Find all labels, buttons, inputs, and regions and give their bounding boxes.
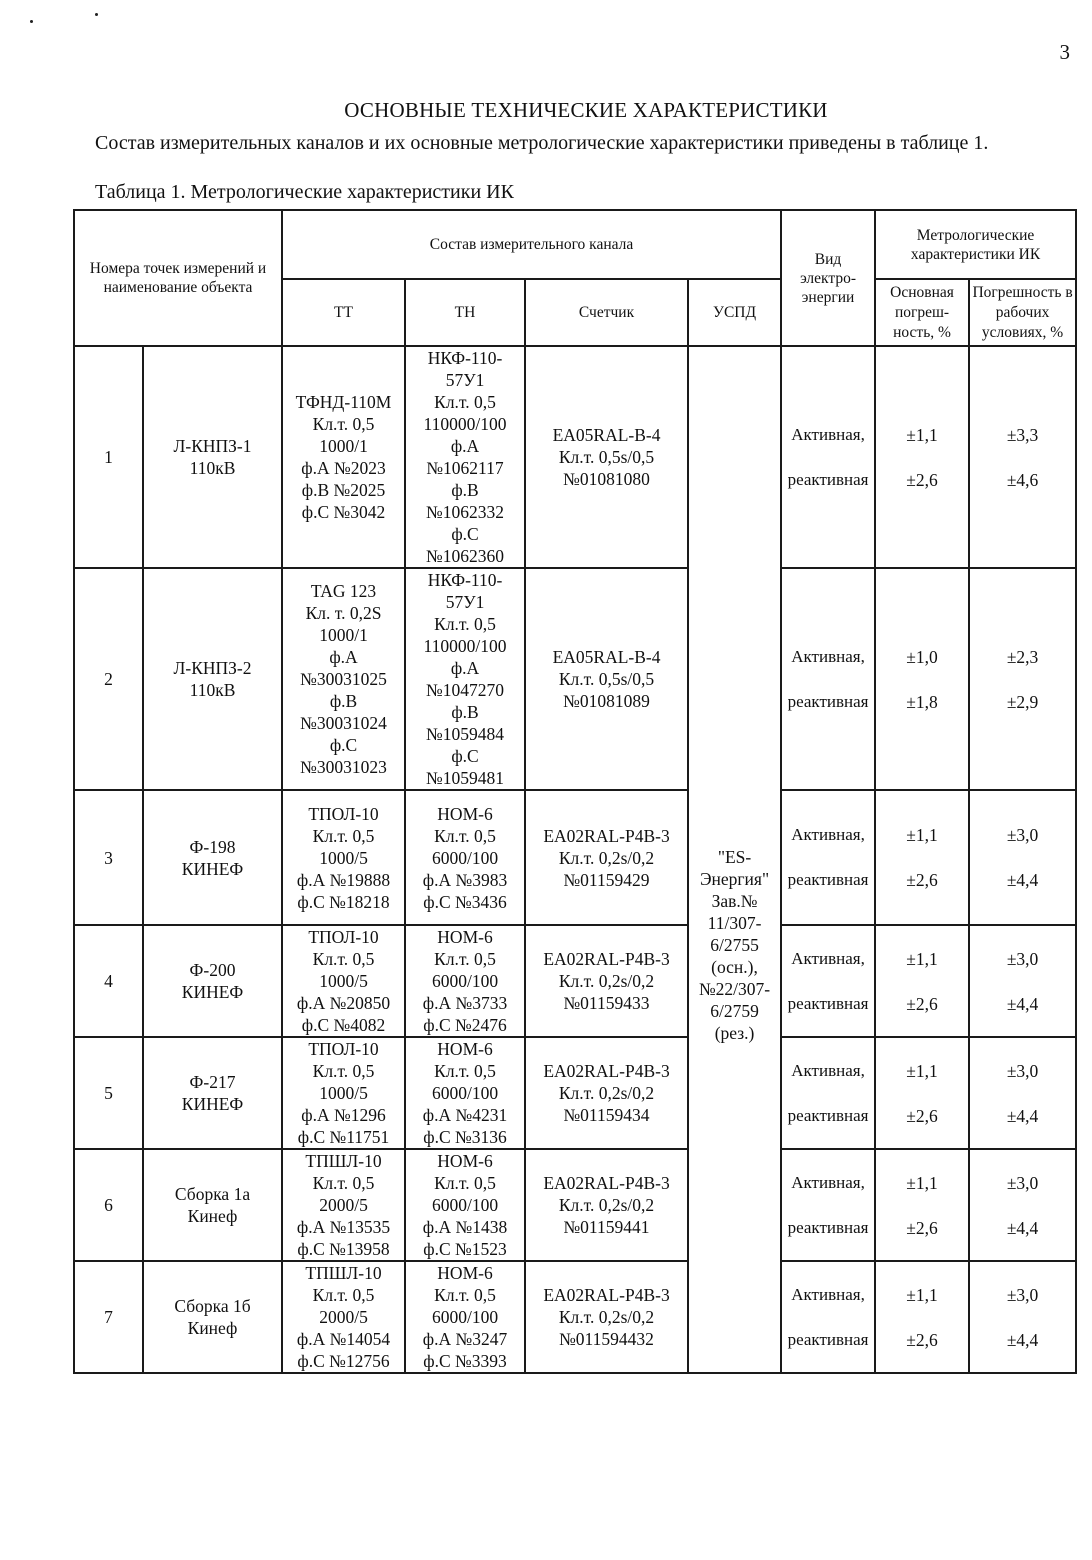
tn-cell-line: ф.С №3436: [423, 891, 507, 912]
tn-cell-line: ф.А №3247: [422, 1329, 508, 1349]
meter-cell-line: Кл.т. 0,2s/0,2: [558, 847, 655, 868]
meter-cell-line: Кл.т. 0,2s/0,2: [558, 971, 655, 991]
base-error-cell: [875, 568, 969, 790]
object-name: Л-КНПЗ-1 110кВ: [143, 346, 282, 568]
tn-cell-line: 6000/100: [431, 971, 499, 991]
energy-kind-cell: [781, 1037, 875, 1149]
tn-cell-line: №1059484: [426, 724, 504, 744]
meter-cell-line: Кл.т. 0,5s/0,5: [558, 447, 655, 467]
header-points: Номера точек измерений и наименование объекта: [74, 210, 282, 346]
tt-cell-line: 1000/5: [319, 971, 368, 991]
tn-cell-line: ф.С №3393: [423, 1351, 507, 1371]
tt-cell-line: 1000/5: [319, 847, 368, 868]
tt-cell: [282, 925, 405, 1037]
tt-cell-line: ф.А №2023: [301, 458, 386, 478]
row-number: 4: [74, 925, 143, 1037]
tt-cell-line: 1000/1: [319, 625, 368, 645]
tt-cell-line: Кл.т. 0,5: [312, 949, 375, 969]
tt-cell-line: Кл.т. 0,5: [312, 1285, 375, 1305]
header-energy-kind: Вид электро-энергии: [781, 210, 875, 346]
tn-cell-line: №1062117: [426, 458, 504, 478]
tt-cell-line: №30031024: [300, 713, 387, 733]
object-name: Ф-200 КИНЕФ: [143, 925, 282, 1037]
tn-cell-line: №1062332: [426, 502, 504, 522]
base-error-cell: [875, 346, 969, 568]
work-error-cell-pair: [971, 1172, 1074, 1239]
tt-cell-line: ф.А №14054: [296, 1329, 391, 1349]
energy-kind-cell: [781, 1261, 875, 1373]
uspd-line: №22/307-: [698, 978, 771, 999]
tn-cell-line: №1059481: [426, 768, 504, 788]
energy-kind-cell-pair: [783, 1060, 873, 1127]
uspd-cell: [688, 346, 781, 1373]
base-error-cell: [875, 790, 969, 925]
work-error-cell-reactive: ±4,4: [1006, 1105, 1039, 1126]
header-metro: Метрологические характеристики ИК: [875, 210, 1076, 279]
table-row: [74, 346, 1076, 568]
meter-cell: [525, 346, 688, 568]
base-error-cell-pair: [877, 1060, 967, 1127]
tn-cell-line: ф.В: [451, 702, 479, 722]
tt-cell-line: Кл.т. 0,5: [312, 825, 375, 846]
base-error-cell-active: ±1,1: [906, 1060, 938, 1081]
uspd-line: 6/2755: [710, 934, 759, 955]
meter-cell-line: EA02RAL-P4B-3: [543, 949, 670, 969]
energy-kind-cell-pair: [783, 424, 873, 491]
meter-cell-line: EA05RAL-B-4: [552, 647, 661, 667]
meter-cell-line: Кл.т. 0,2s/0,2: [558, 1307, 655, 1327]
energy-kind-cell: [781, 790, 875, 925]
energy-kind-cell-pair: [783, 1284, 873, 1351]
tt-cell-line: ф.С №13958: [297, 1239, 390, 1259]
meter-cell: [525, 568, 688, 790]
base-error-cell-active: ±1,1: [906, 948, 938, 969]
base-error-cell: [875, 925, 969, 1037]
page-number: 3: [1059, 40, 1070, 64]
base-error-cell-pair: [877, 824, 967, 891]
work-error-cell: [969, 1261, 1076, 1373]
tn-cell-line: 110000/100: [423, 636, 507, 656]
tn-cell-line: 57У1: [445, 370, 485, 390]
object-name: Л-КНПЗ-2 110кВ: [143, 568, 282, 790]
energy-kind-cell-active: Активная,: [791, 1060, 865, 1080]
meter-cell-line: Кл.т. 0,5s/0,5: [558, 669, 655, 689]
meter-cell-line: №01159441: [563, 1217, 650, 1237]
tn-cell-line: №1047270: [426, 680, 504, 700]
work-error-cell: [969, 925, 1076, 1037]
tn-cell-line: ф.А №3733: [422, 993, 508, 1013]
energy-kind-cell-pair: [783, 824, 873, 891]
uspd-line: (рез.): [714, 1022, 755, 1043]
uspd-line: Зав.№: [711, 890, 758, 911]
work-error-cell-reactive: ±4,4: [1006, 1217, 1039, 1238]
work-error-cell-reactive: ±4,4: [1006, 1329, 1039, 1350]
tt-cell-line: ТПОЛ-10: [308, 803, 379, 824]
uspd-line: (осн.),: [711, 956, 758, 977]
uspd-line: 6/2759: [710, 1000, 759, 1021]
tn-cell-line: 57У1: [445, 592, 485, 612]
tn-cell-line: ф.А №3983: [422, 869, 508, 890]
tn-cell-line: 6000/100: [431, 1083, 499, 1103]
tn-cell-line: 6000/100: [431, 1195, 499, 1215]
tn-cell-line: 110000/100: [423, 414, 507, 434]
energy-kind-cell-reactive: реактивная: [787, 1105, 869, 1125]
uspd-line: Энергия": [699, 868, 770, 889]
tn-cell-line: 6000/100: [431, 1307, 499, 1327]
energy-kind-cell-pair: [783, 948, 873, 1015]
work-error-cell-reactive: ±4,4: [1006, 993, 1039, 1014]
tn-cell-line: Кл.т. 0,5: [434, 614, 496, 634]
tt-cell-line: ТПШЛ-10: [305, 1263, 382, 1283]
tn-cell-line: ф.А: [450, 658, 480, 678]
tn-cell: [405, 925, 525, 1037]
base-error-cell-active: ±1,1: [906, 1284, 938, 1305]
tn-cell-line: ф.В: [451, 480, 479, 500]
tn-cell-line: Кл.т. 0,5: [434, 392, 496, 412]
work-error-cell-active: ±3,3: [1006, 424, 1039, 445]
tt-cell-line: ф.А №19888: [296, 869, 391, 890]
energy-kind-cell-reactive: реактивная: [787, 691, 869, 711]
tt-cell-line: ф.С №11751: [297, 1127, 390, 1147]
tt-cell-line: 2000/5: [319, 1307, 368, 1327]
meter-cell-line: EA02RAL-P4B-3: [543, 1061, 670, 1081]
work-error-cell: [969, 346, 1076, 568]
energy-kind-cell-active: Активная,: [791, 646, 865, 666]
meter-cell: [525, 1037, 688, 1149]
tt-cell: [282, 568, 405, 790]
tn-cell-line: №1062360: [426, 546, 504, 566]
meter-cell-line: EA02RAL-P4B-3: [543, 1285, 670, 1305]
base-error-cell-pair: [877, 1284, 967, 1351]
tn-cell-line: ф.А №4231: [422, 1105, 508, 1125]
meter-cell-line: EA02RAL-P4B-3: [543, 1173, 670, 1193]
tt-cell-line: ТФНД-110М: [295, 392, 392, 412]
table-caption: Таблица 1. Метрологические характеристики ИК: [95, 181, 514, 203]
meter-cell-line: №01081080: [563, 469, 650, 489]
tt-cell-line: ф.А №1296: [301, 1105, 386, 1125]
work-error-cell-reactive: ±4,6: [1006, 469, 1039, 490]
work-error-cell-pair: [971, 948, 1074, 1015]
energy-kind-cell-active: Активная,: [791, 948, 865, 968]
work-error-cell-pair: [971, 824, 1074, 891]
energy-kind-cell-reactive: реактивная: [787, 469, 869, 489]
work-error-cell: [969, 1037, 1076, 1149]
tn-cell-line: 6000/100: [431, 847, 499, 868]
energy-kind-cell-active: Активная,: [791, 1284, 865, 1304]
table-row: [74, 1037, 1076, 1149]
tt-cell-line: №30031025: [300, 669, 387, 689]
tt-cell-line: ТПШЛ-10: [305, 1151, 382, 1171]
tt-cell-line: Кл. т. 0,2S: [305, 603, 382, 623]
row-number: 3: [74, 790, 143, 925]
table-row: [74, 790, 1076, 925]
object-name: Сборка 1а Кинеф: [143, 1149, 282, 1261]
base-error-cell-reactive: ±2,6: [906, 469, 938, 490]
meter-cell-line: №01081089: [563, 691, 650, 711]
tt-cell-line: ф.С №12756: [297, 1351, 390, 1371]
tt-cell-line: ф.В: [329, 691, 358, 711]
row-number: 6: [74, 1149, 143, 1261]
tn-cell-line: Кл.т. 0,5: [434, 1173, 496, 1193]
table-row: [74, 1149, 1076, 1261]
tn-cell-line: НОМ-6: [437, 1151, 493, 1171]
row-number: 7: [74, 1261, 143, 1373]
work-error-cell-active: ±3,0: [1006, 1060, 1039, 1081]
uspd-line: "ES-: [717, 846, 752, 867]
tt-cell-line: ф.С №4082: [301, 1015, 386, 1035]
tn-cell-line: ф.С №3136: [423, 1127, 507, 1147]
tt-cell: [282, 1149, 405, 1261]
tn-cell-line: НКФ-110-: [427, 348, 503, 368]
energy-kind-cell-reactive: реактивная: [787, 870, 869, 889]
meter-cell-line: Кл.т. 0,2s/0,2: [558, 1083, 655, 1103]
tt-cell-line: 1000/5: [319, 1083, 368, 1103]
energy-kind-cell-pair: [783, 646, 873, 713]
meter-cell-line: №01159433: [563, 993, 650, 1013]
tt-cell-line: ф.А №20850: [296, 993, 391, 1013]
scan-speck: [30, 20, 33, 23]
energy-kind-cell-reactive: реактивная: [787, 1217, 869, 1237]
tn-cell-line: НОМ-6: [437, 1263, 493, 1283]
tt-cell-line: ф.С №3042: [301, 502, 386, 522]
energy-kind-cell: [781, 568, 875, 790]
tn-cell-line: НОМ-6: [437, 803, 493, 824]
tn-cell: [405, 1037, 525, 1149]
base-error-cell-reactive: ±1,8: [906, 691, 938, 712]
work-error-cell-active: ±3,0: [1006, 948, 1039, 969]
header-base-error: Основная погреш-ность, %: [875, 279, 969, 346]
tt-cell-line: ф.А №13535: [296, 1217, 391, 1237]
work-error-cell-pair: [971, 1060, 1074, 1127]
base-error-cell-active: ±1,0: [906, 646, 938, 667]
energy-kind-cell-active: Активная,: [791, 825, 865, 844]
base-error-cell-pair: [877, 424, 967, 491]
scan-speck: [95, 13, 98, 16]
header-uspd: УСПД: [688, 279, 781, 346]
energy-kind-cell: [781, 346, 875, 568]
tt-cell: [282, 1261, 405, 1373]
base-error-cell: [875, 1261, 969, 1373]
table-body: [74, 346, 1076, 1373]
tt-cell-line: TAG 123: [310, 581, 377, 601]
meter-cell-line: №01159434: [563, 1105, 650, 1125]
tt-cell-line: ф.А: [329, 647, 358, 667]
meter-cell: [525, 790, 688, 925]
intro-paragraph: Состав измерительных каналов и их основные метрологические характеристики приведены в таблице 1.: [95, 132, 989, 154]
tn-cell-line: НОМ-6: [437, 1039, 493, 1059]
work-error-cell-active: ±3,0: [1006, 1172, 1039, 1193]
tt-cell: [282, 346, 405, 568]
tn-cell-line: ф.А: [450, 436, 480, 456]
base-error-cell-active: ±1,1: [906, 424, 938, 445]
base-error-cell-reactive: ±2,6: [906, 1105, 938, 1126]
tn-cell-line: ф.С: [451, 746, 479, 766]
object-name: Ф-198 КИНЕФ: [143, 790, 282, 925]
energy-kind-cell-reactive: реактивная: [787, 993, 869, 1013]
meter-cell-line: EA05RAL-B-4: [552, 425, 661, 445]
row-number: 2: [74, 568, 143, 790]
header-meter: Счетчик: [525, 279, 688, 346]
tt-cell-line: ТПОЛ-10: [308, 927, 379, 947]
tt-cell-line: Кл.т. 0,5: [312, 414, 375, 434]
tt-cell: [282, 1037, 405, 1149]
tn-cell-line: Кл.т. 0,5: [434, 949, 496, 969]
tt-cell-line: 1000/1: [319, 436, 368, 456]
base-error-cell: [875, 1037, 969, 1149]
tn-cell-line: НКФ-110-: [427, 570, 503, 590]
work-error-cell: [969, 568, 1076, 790]
tn-cell: [405, 568, 525, 790]
tt-cell-line: ф.В №2025: [301, 480, 386, 500]
work-error-cell: [969, 1149, 1076, 1261]
header-tt: ТТ: [282, 279, 405, 346]
table-row: [74, 1261, 1076, 1373]
table-row: [74, 925, 1076, 1037]
work-error-cell-pair: [971, 424, 1074, 491]
row-number: 5: [74, 1037, 143, 1149]
metrology-table: [73, 209, 1077, 1374]
uspd-line: 11/307-: [707, 912, 762, 933]
table-row: [74, 568, 1076, 790]
object-name: Ф-217 КИНЕФ: [143, 1037, 282, 1149]
base-error-cell-pair: [877, 1172, 967, 1239]
page-title: ОСНОВНЫЕ ТЕХНИЧЕСКИЕ ХАРАКТЕРИСТИКИ: [344, 98, 828, 122]
tn-cell-line: ф.С №2476: [423, 1015, 507, 1035]
tn-cell-line: Кл.т. 0,5: [434, 1285, 496, 1305]
energy-kind-cell-pair: [783, 1172, 873, 1239]
base-error-cell-reactive: ±2,6: [906, 1329, 938, 1350]
work-error-cell: [969, 790, 1076, 925]
tt-cell-line: ф.С: [329, 735, 358, 755]
base-error-cell-pair: [877, 646, 967, 713]
tn-cell: [405, 790, 525, 925]
tt-cell-line: №30031023: [300, 757, 387, 777]
object-name: Сборка 1б Кинеф: [143, 1261, 282, 1373]
base-error-cell-reactive: ±2,6: [906, 870, 938, 890]
base-error-cell-active: ±1,1: [906, 1172, 938, 1193]
tt-cell-line: ТПОЛ-10: [308, 1039, 379, 1059]
meter-cell-line: №011594432: [559, 1329, 654, 1349]
header-work-error: Погрешность в рабочих условиях, %: [969, 279, 1076, 346]
work-error-cell-pair: [971, 1284, 1074, 1351]
tn-cell-line: Кл.т. 0,5: [434, 825, 496, 846]
work-error-cell-active: ±3,0: [1006, 1284, 1039, 1305]
base-error-cell-pair: [877, 948, 967, 1015]
tn-cell-line: ф.С: [451, 524, 479, 544]
meter-cell-line: EA02RAL-P4B-3: [543, 825, 670, 846]
meter-cell-line: №01159429: [563, 869, 650, 890]
tn-cell: [405, 1261, 525, 1373]
header-channel: Состав измерительного канала: [282, 210, 781, 279]
tt-cell-line: ф.С №18218: [297, 891, 390, 912]
meter-cell: [525, 925, 688, 1037]
tn-cell-line: Кл.т. 0,5: [434, 1061, 496, 1081]
base-error-cell-active: ±1,1: [906, 825, 938, 845]
tt-cell: [282, 790, 405, 925]
tt-cell-line: Кл.т. 0,5: [312, 1173, 375, 1193]
energy-kind-cell: [781, 1149, 875, 1261]
base-error-cell: [875, 1149, 969, 1261]
tn-cell: [405, 1149, 525, 1261]
base-error-cell-reactive: ±2,6: [906, 993, 938, 1014]
meter-cell-line: Кл.т. 0,2s/0,2: [558, 1195, 655, 1215]
row-number: 1: [74, 346, 143, 568]
work-error-cell-active: ±3,0: [1006, 825, 1039, 845]
tn-cell-line: ф.С №1523: [423, 1239, 507, 1259]
energy-kind-cell-active: Активная,: [791, 424, 865, 444]
tn-cell: [405, 346, 525, 568]
meter-cell: [525, 1149, 688, 1261]
energy-kind-cell-active: Активная,: [791, 1172, 865, 1192]
work-error-cell-reactive: ±2,9: [1006, 691, 1039, 712]
header-tn: ТН: [405, 279, 525, 346]
tn-cell-line: НОМ-6: [437, 927, 493, 947]
work-error-cell-pair: [971, 646, 1074, 713]
energy-kind-cell-reactive: реактивная: [787, 1329, 869, 1349]
meter-cell: [525, 1261, 688, 1373]
tn-cell-line: ф.А №1438: [422, 1217, 508, 1237]
energy-kind-cell: [781, 925, 875, 1037]
work-error-cell-reactive: ±4,4: [1006, 870, 1039, 890]
tt-cell-line: Кл.т. 0,5: [312, 1061, 375, 1081]
work-error-cell-active: ±2,3: [1006, 646, 1039, 667]
tt-cell-line: 2000/5: [319, 1195, 368, 1215]
base-error-cell-reactive: ±2,6: [906, 1217, 938, 1238]
